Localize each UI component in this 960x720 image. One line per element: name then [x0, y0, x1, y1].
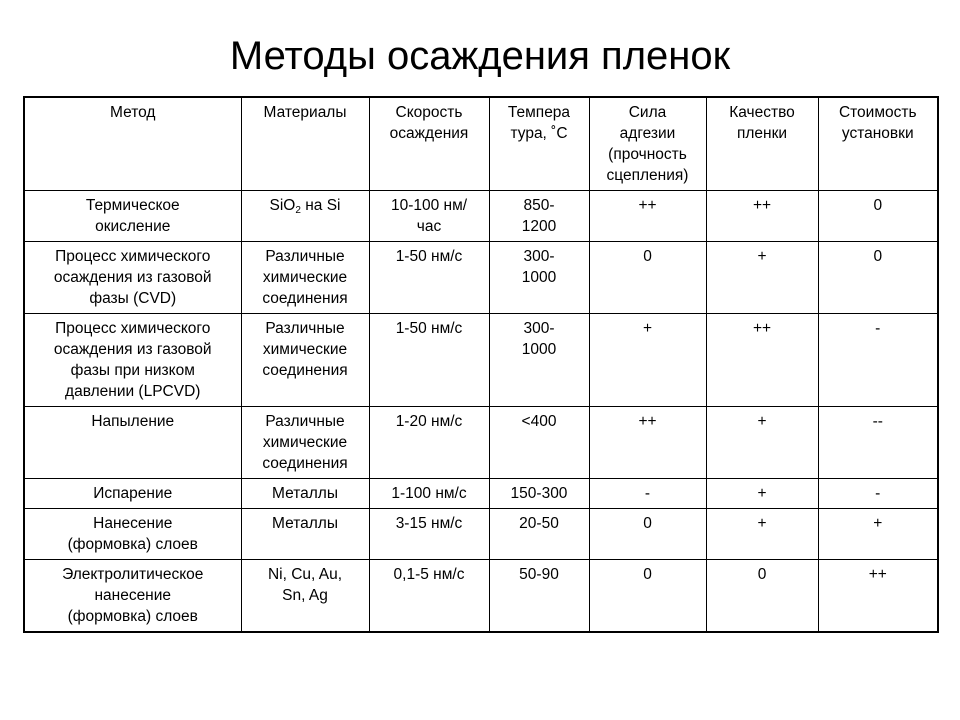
column-header-temperature: Темпера тура, ˚C	[489, 97, 589, 191]
cell-rate: 1-100 нм/с	[369, 479, 489, 509]
cell-temperature: 150-300	[489, 479, 589, 509]
cell-materials: Металлы	[241, 509, 369, 560]
table-row	[24, 191, 938, 242]
cell-cost: 0	[818, 191, 938, 242]
cell-adhesion: 0	[589, 560, 706, 633]
cell-temperature: 850- 1200	[489, 191, 589, 242]
slide-title: Методы осаждения пленок	[229, 34, 731, 78]
cell-quality: ++	[706, 314, 818, 407]
materials-subscript: 2	[295, 205, 301, 216]
column-header-materials: Материалы	[241, 97, 369, 191]
cell-cost: --	[818, 407, 938, 479]
materials-formula: SiO	[269, 197, 296, 214]
column-header-rate: Скорость осаждения	[369, 97, 489, 191]
table-row	[24, 314, 938, 407]
table-row	[24, 509, 938, 560]
table-row	[24, 560, 938, 633]
cell-temperature: 50-90	[489, 560, 589, 633]
materials-substrate: на Si	[300, 197, 341, 214]
deposition-methods-table	[23, 96, 939, 633]
cell-temperature: 300- 1000	[489, 314, 589, 407]
cell-temperature: <400	[489, 407, 589, 479]
cell-method: Испарение	[24, 479, 241, 509]
cell-adhesion: 0	[589, 242, 706, 314]
table-row	[24, 407, 938, 479]
cell-method: Нанесение (формовка) слоев	[24, 509, 241, 560]
cell-materials: Различные химические соединения	[241, 314, 369, 407]
cell-method: Процесс химического осаждения из газовой фазы (CVD)	[24, 242, 241, 314]
cell-materials	[241, 191, 369, 242]
cell-adhesion: ++	[589, 407, 706, 479]
cell-method: Электролитическое нанесение (формовка) слоев	[24, 560, 241, 633]
cell-quality: +	[706, 242, 818, 314]
cell-rate: 3-15 нм/с	[369, 509, 489, 560]
cell-temperature: 20-50	[489, 509, 589, 560]
cell-adhesion: ++	[589, 191, 706, 242]
table-row	[24, 242, 938, 314]
cell-rate: 1-50 нм/с	[369, 242, 489, 314]
cell-quality: 0	[706, 560, 818, 633]
cell-cost: -	[818, 314, 938, 407]
cell-quality: +	[706, 479, 818, 509]
cell-adhesion: +	[589, 314, 706, 407]
cell-method: Напыление	[24, 407, 241, 479]
cell-rate: 0,1-5 нм/с	[369, 560, 489, 633]
cell-materials: Ni, Cu, Au, Sn, Ag	[241, 560, 369, 633]
cell-method: Процесс химического осаждения из газовой фазы при низком давлении (LPCVD)	[24, 314, 241, 407]
cell-cost: 0	[818, 242, 938, 314]
cell-materials: Различные химические соединения	[241, 242, 369, 314]
table-header-row	[24, 97, 938, 191]
column-header-method: Метод	[24, 97, 241, 191]
column-header-quality: Качество пленки	[706, 97, 818, 191]
cell-cost: -	[818, 479, 938, 509]
cell-materials: Различные химические соединения	[241, 407, 369, 479]
table-row	[24, 479, 938, 509]
cell-rate: 1-50 нм/с	[369, 314, 489, 407]
cell-temperature: 300- 1000	[489, 242, 589, 314]
cell-quality: +	[706, 509, 818, 560]
column-header-adhesion: Сила адгезии (прочность сцепления)	[589, 97, 706, 191]
cell-adhesion: 0	[589, 509, 706, 560]
cell-cost: +	[818, 509, 938, 560]
cell-adhesion: -	[589, 479, 706, 509]
column-header-cost: Стоимость установки	[818, 97, 938, 191]
cell-method: Термическое окисление	[24, 191, 241, 242]
cell-cost: ++	[818, 560, 938, 633]
cell-quality: +	[706, 407, 818, 479]
cell-materials: Металлы	[241, 479, 369, 509]
cell-rate: 1-20 нм/с	[369, 407, 489, 479]
cell-quality: ++	[706, 191, 818, 242]
cell-rate: 10-100 нм/ час	[369, 191, 489, 242]
